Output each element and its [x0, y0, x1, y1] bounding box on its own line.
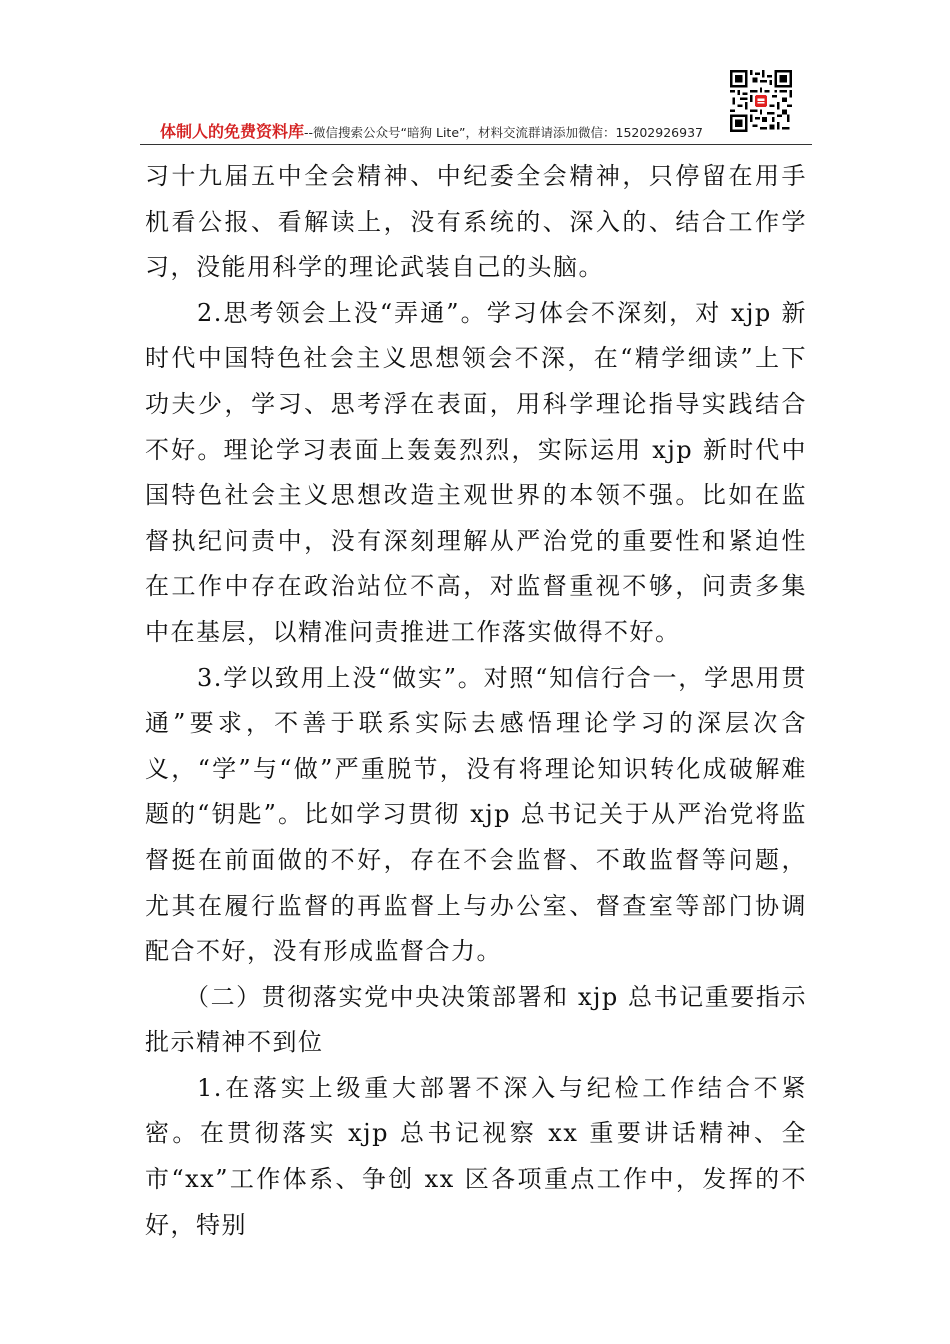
page-header — [140, 66, 812, 146]
header-rule — [140, 144, 812, 145]
section-heading: （二）贯彻落实党中央决策部署和 xjp 总书记重要指示批示精神不到位 — [145, 982, 807, 1057]
body-paragraph: 1.在落实上级重大部署不深入与纪检工作结合不紧密。在贯彻落实 xjp 总书记视察 xx 重要讲话精神、全市“xx”工作体系、争创 xx 区各项重点工作中，发挥的不好，特别 — [145, 1073, 807, 1239]
header-brand: 体制人的免费资料库 — [160, 122, 305, 141]
body-paragraph: 3.学以致用上没“做实”。对照“知信行合一，学思用贯通”要求，不善于联系实际去感悟理论学习的深层次含义，“学”与“做”严重脱节，没有将理论知识转化成破解难题的“钥匙”。比如学习贯彻 xjp 总书记关于从严治党将监督挺在前面做的不好，存在不会监督、不敢监督等问题，尤其在履行监督的再监督上与办公室、督查室等部门协调配合不好，没有形成监督合力。 — [145, 663, 807, 966]
body-paragraph: 习十九届五中全会精神、中纪委全会精神，只停留在用手机看公报、看解读上，没有系统的、深入的、结合工作学习，没能用科学的理论武装自己的头脑。 — [145, 162, 807, 282]
body-paragraph: 2.思考领会上没“弄通”。学习体会不深刻，对 xjp 新时代中国特色社会主义思想领会不深，在“精学细读”上下功夫少，学习、思考浮在表面，用科学理论指导实践结合不好。理论学习表面上轰轰烈烈，实际运用 xjp 新时代中国特色社会主义思想改造主观世界的本领不强。比如在监督执纪问责中，没有深刻理解从严治党的重要性和紧迫性在工作中存在政治站位不高，对监督重视不够，问责多集中在基层，以精准问责推进工作落实做得不好。 — [145, 298, 807, 646]
header-text — [160, 122, 703, 143]
qr-code-icon — [730, 70, 792, 132]
document-body — [145, 154, 807, 1248]
header-tagline: --微信搜索公众号“暗狗 Lite”，材料交流群请添加微信：15202926937 — [304, 125, 703, 140]
